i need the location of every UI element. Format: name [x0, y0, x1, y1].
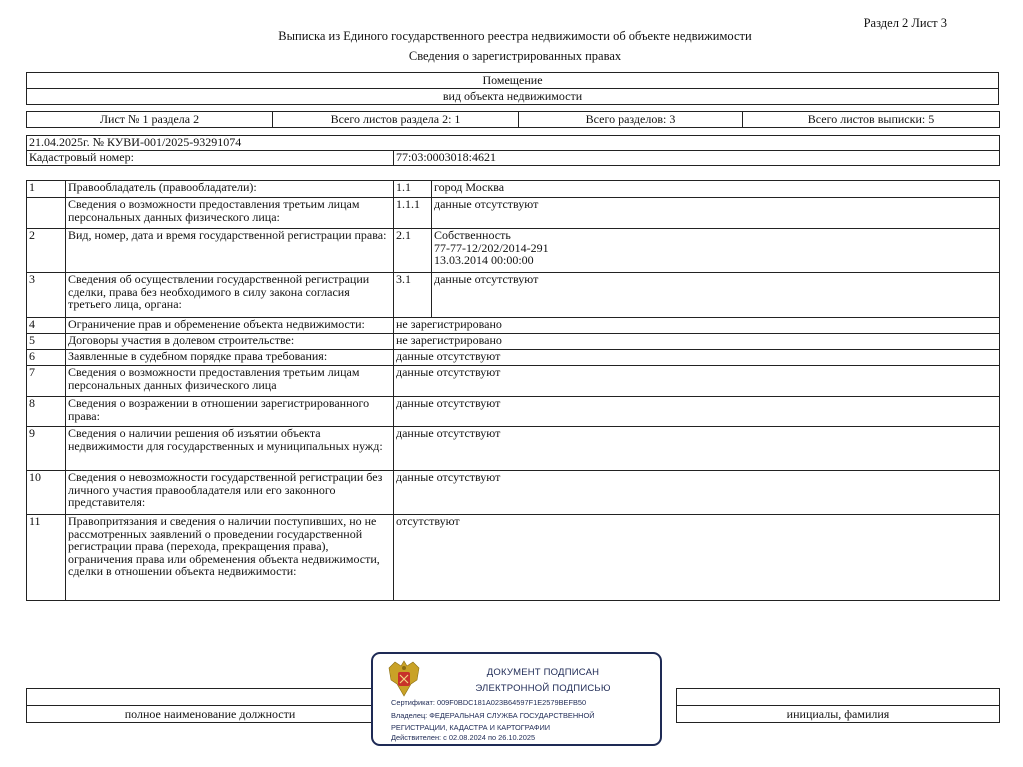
row-num [27, 198, 66, 229]
row-label: Сведения о возражении в отношении зарегистрированного права: [66, 397, 394, 427]
row-num: 3 [27, 273, 66, 318]
row-code: 1.1 [394, 181, 432, 198]
row-num: 10 [27, 471, 66, 515]
row-value: не зарегистрировано [394, 318, 1000, 334]
right-type: Собственность [434, 228, 511, 242]
sheets-in-section: Всего листов раздела 2: 1 [273, 112, 519, 128]
row-num: 2 [27, 229, 66, 273]
stamp-owner-1: Владелец: ФЕДЕРАЛЬНАЯ СЛУЖБА ГОСУДАРСТВЕННОЙ [391, 711, 595, 720]
sheet-number: Лист № 1 раздела 2 [27, 112, 273, 128]
row-num: 1 [27, 181, 66, 198]
position-label: полное наименование должности [27, 706, 394, 723]
row-value: данные отсутствуют [394, 366, 1000, 397]
row-num: 7 [27, 366, 66, 397]
row-num: 5 [27, 334, 66, 350]
row-value: данные отсутствуют [432, 198, 1000, 229]
coat-of-arms-icon [387, 660, 421, 698]
row-label: Вид, номер, дата и время государственной регистрации права: [66, 229, 394, 273]
document-subtitle: Сведения о зарегистрированных правах [408, 49, 622, 63]
row-label: Договоры участия в долевом строительстве: [66, 334, 394, 350]
stamp-line1: ДОКУМЕНТ ПОДПИСАН [486, 667, 600, 678]
row-num: 6 [27, 350, 66, 366]
object-type-label: вид объекта недвижимости [27, 89, 999, 105]
sections-total: Всего разделов: 3 [519, 112, 743, 128]
row-value: данные отсутствуют [432, 273, 1000, 318]
date-number: 21.04.2025г. № КУВИ-001/2025-93291074 [27, 136, 1000, 151]
registration-date: 13.03.2014 00:00:00 [434, 253, 534, 268]
stamp-certificate: Сертификат: 009F0BDC181A023B64597F1E2579BEFB50 [391, 698, 587, 707]
row-value: отсутствуют [394, 515, 1000, 601]
row-value: город Москва [432, 181, 1000, 198]
stamp-line2: ЭЛЕКТРОННОЙ ПОДПИСЬЮ [475, 683, 611, 694]
row-code: 3.1 [394, 273, 432, 318]
row-value: данные отсутствуют [394, 350, 1000, 366]
row-label: Сведения об осуществлении государственной регистрации сделки, права без необходимого в силу закона согласия третьего лица, органа: [66, 273, 394, 318]
row-label: Сведения о наличии решения об изъятии объекта недвижимости для государственных и муниципальных нужд: [66, 427, 394, 471]
row-num: 9 [27, 427, 66, 471]
cadastral-label: Кадастровый номер: [27, 151, 394, 166]
name-label: инициалы, фамилия [677, 706, 1000, 723]
row-code: 1.1.1 [394, 198, 432, 229]
row-label: Правопритязания и сведения о наличии поступивших, но не рассмотренных заявлений о проведении государственной регистрации права (перехода, прекращения права), ограничения права или обременения объекта недвижимости, сделки в отношении объекта недвижимости: [66, 515, 394, 601]
row-label: Ограничение прав и обременение объекта недвижимости: [66, 318, 394, 334]
row-label: Заявленные в судебном порядке права требования: [66, 350, 394, 366]
stamp-valid: Действителен: с 02.08.2024 по 26.10.2025 [391, 733, 536, 742]
object-type-table [26, 72, 999, 105]
rights-table [26, 180, 1000, 601]
row-label: Правообладатель (правообладатели): [66, 181, 394, 198]
registration-number: 77-77-12/202/2014-291 [434, 240, 549, 255]
row-value: данные отсутствуют [394, 427, 1000, 471]
electronic-signature-stamp [371, 652, 662, 746]
row-label: Сведения о невозможности государственной регистрации без личного участия правообладателя или его законного представителя: [66, 471, 394, 515]
row-num: 8 [27, 397, 66, 427]
row-num: 11 [27, 515, 66, 601]
sheets-info-table [26, 111, 1000, 128]
stamp-owner-2: РЕГИСТРАЦИИ, КАДАСТРА И КАРТОГРАФИИ [391, 723, 551, 732]
row-code: 2.1 [394, 229, 432, 273]
sheets-total: Всего листов выписки: 5 [743, 112, 1000, 128]
row-label: Сведения о возможности предоставления третьим лицам персональных данных физического лица: [66, 198, 394, 229]
row-label: Сведения о возможности предоставления третьим лицам персональных данных физического лица [66, 366, 394, 397]
document-info-table [26, 135, 1000, 166]
object-type-value: Помещение [27, 73, 999, 89]
row-value: данные отсутствуют [394, 397, 1000, 427]
row-value: не зарегистрировано [394, 334, 1000, 350]
row-value [432, 229, 1000, 273]
cadastral-value: 77:03:0003018:4621 [394, 151, 1000, 166]
section-sheet-label: Раздел 2 Лист 3 [863, 16, 947, 30]
row-num: 4 [27, 318, 66, 334]
document-title: Выписка из Единого государственного реестра недвижимости об объекте недвижимости [278, 29, 752, 43]
row-value: данные отсутствуют [394, 471, 1000, 515]
